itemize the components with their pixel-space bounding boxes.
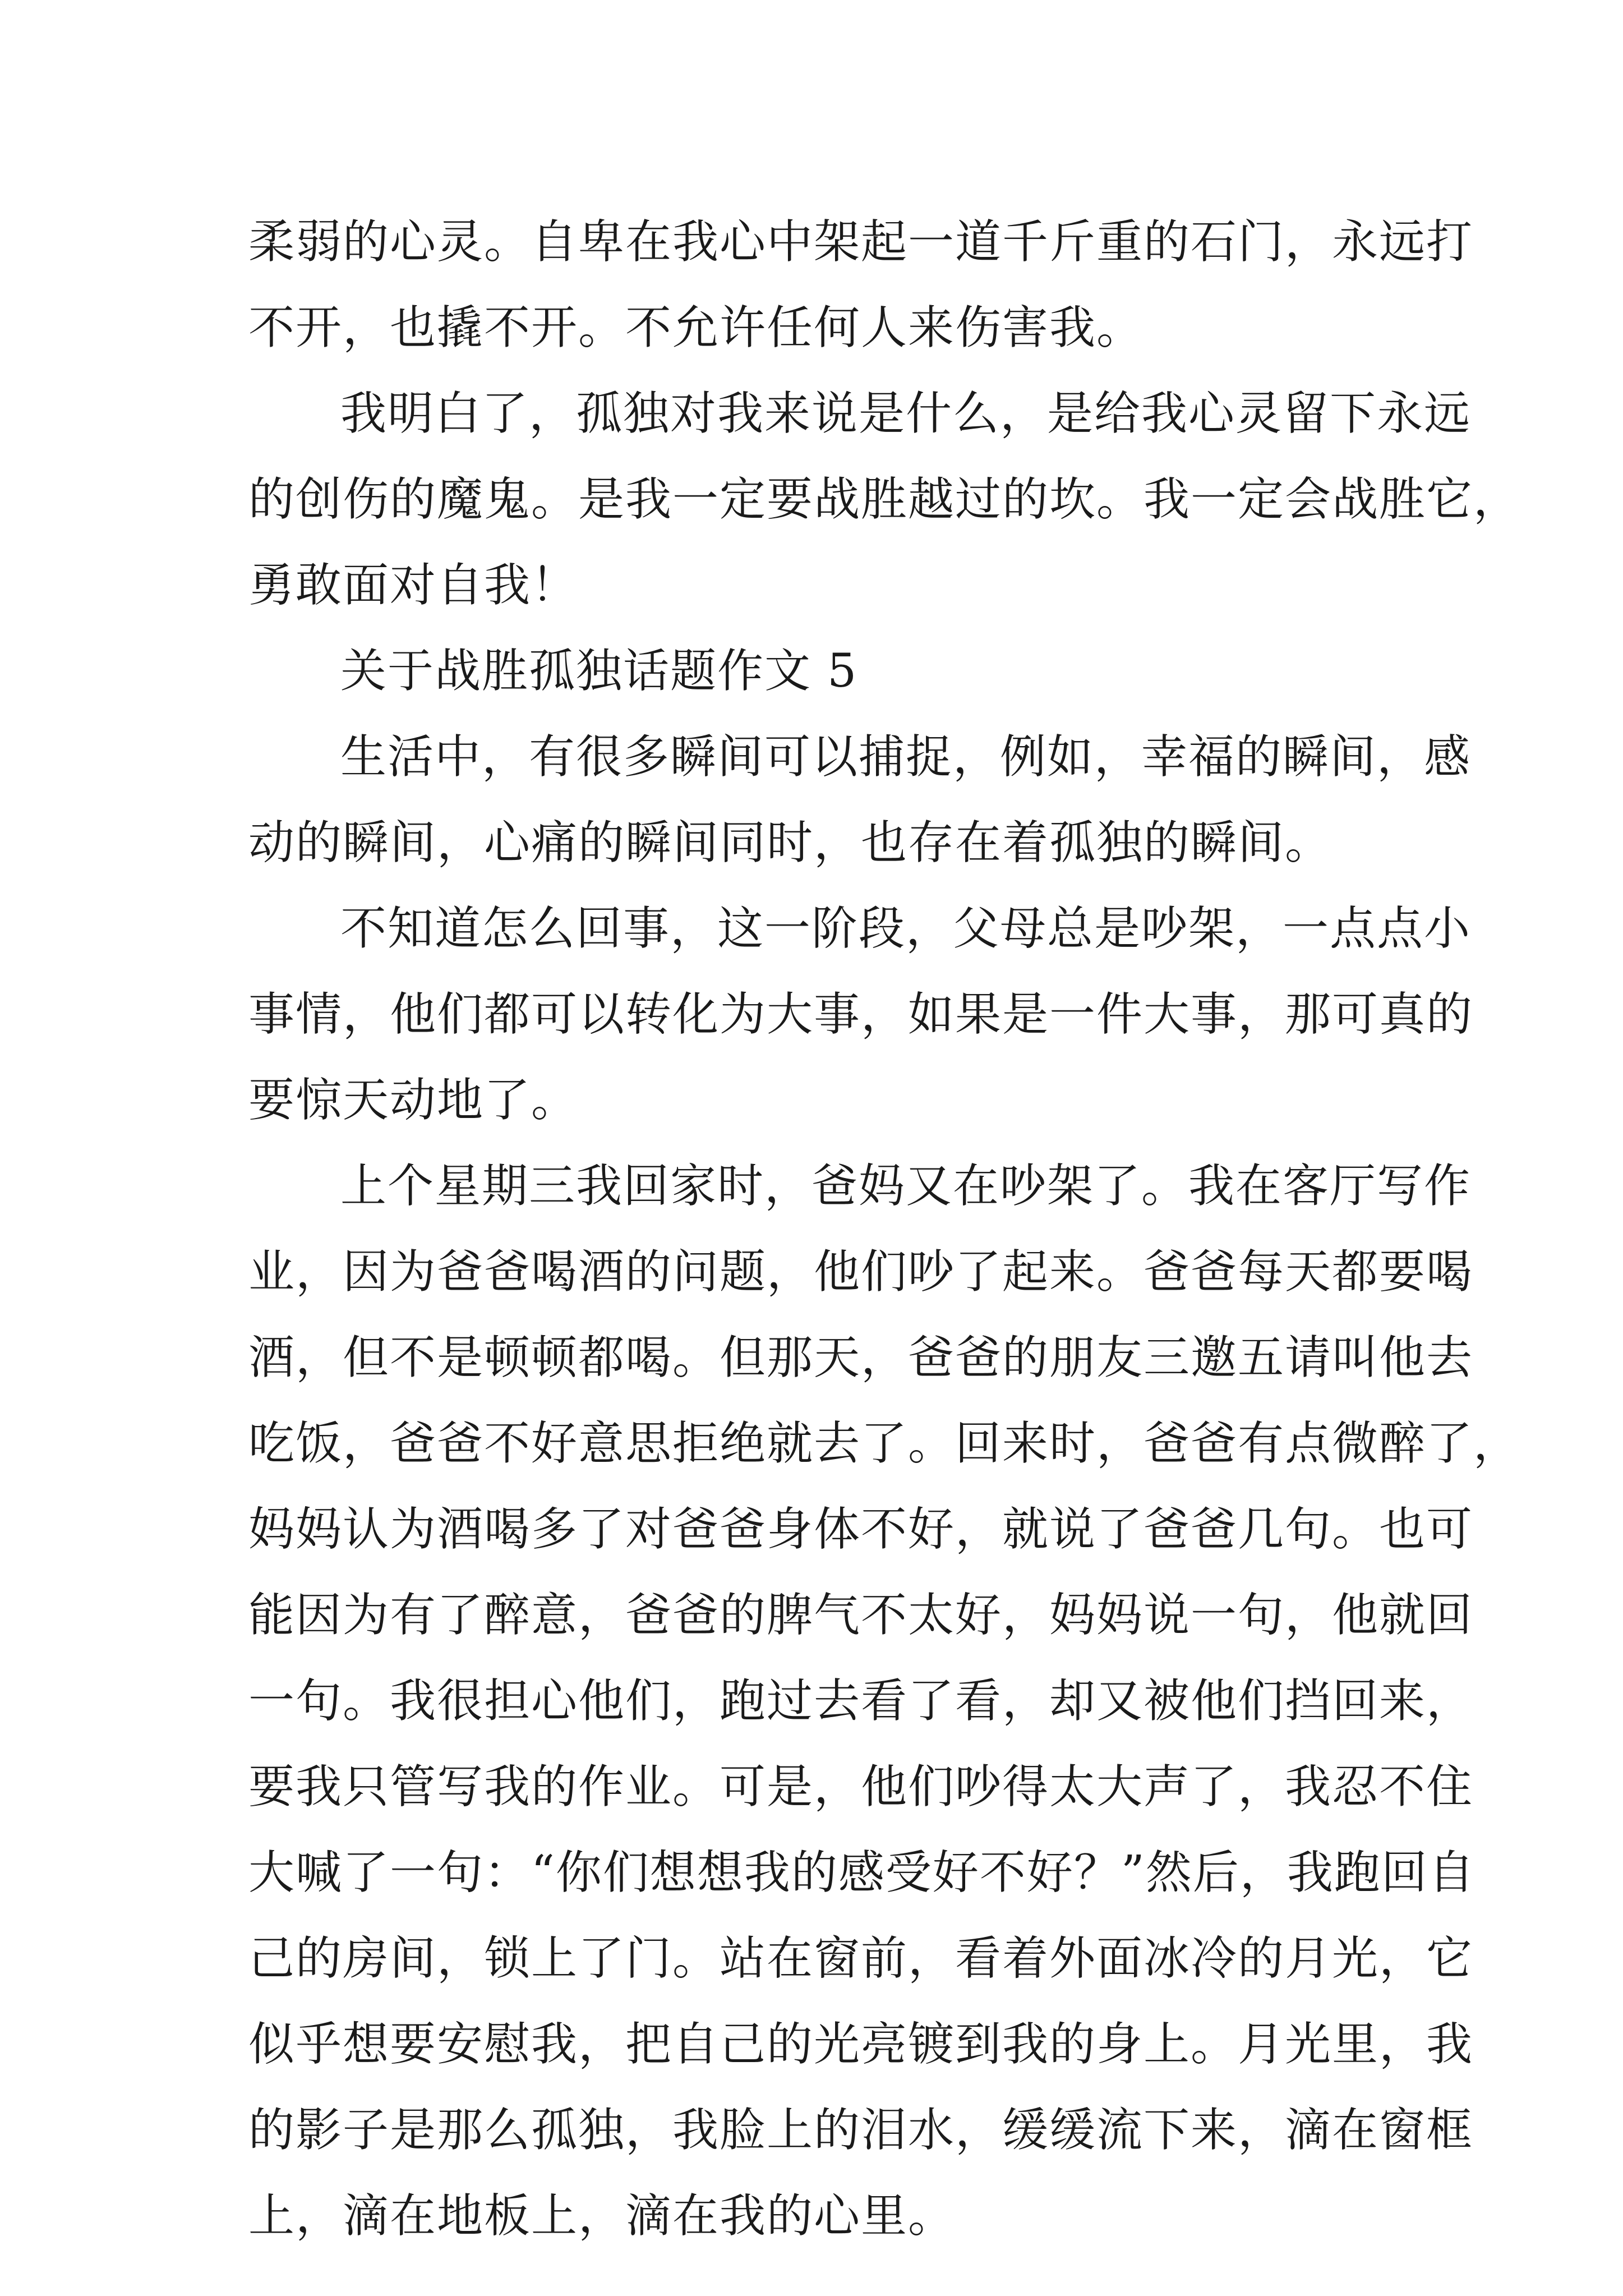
text-line: 妈妈认为酒喝多了对爸爸身体不好，就说了爸爸几句。也可 (248, 1503, 1474, 1556)
text-line: 的影子是那么孤独，我脸上的泪水，缓缓流下来，滴在窗框 (248, 2104, 1474, 2157)
section-heading: 关于战胜孤独话题作文 5 (340, 645, 858, 698)
text-line: 能因为有了醉意，爸爸的脾气不太好，妈妈说一句，他就回 (248, 1589, 1474, 1642)
text-line: 己的房间，锁上了门。站在窗前，看着外面冰冷的月光，它 (248, 1932, 1474, 1985)
text-line: 事情，他们都可以转化为大事，如果是一件大事，那可真的 (248, 988, 1474, 1041)
text-line: 吃饭，爸爸不好意思拒绝就去了。回来时，爸爸有点微醉了， (248, 1417, 1521, 1470)
text-line: 酒，但不是顿顿都喝。但那天，爸爸的朋友三邀五请叫他去 (248, 1331, 1474, 1384)
text-line: 要惊天动地了。 (248, 1074, 579, 1127)
text-line: 业，因为爸爸喝酒的问题，他们吵了起来。爸爸每天都要喝 (248, 1245, 1474, 1299)
paragraph-start-line: 上个星期三我回家时，爸妈又在吵架了。我在客厅写作 (340, 1159, 1472, 1213)
paragraph-start-line: 我明白了，孤独对我来说是什么，是给我心灵留下永远 (340, 387, 1472, 440)
text-line: 上，滴在地板上，滴在我的心里。 (248, 2189, 956, 2243)
text-line: 一句。我很担心他们，跑过去看了看，却又被他们挡回来， (248, 1674, 1474, 1728)
text-line: 大喊了一句：“你们想想我的感受好不好？”然后，我跑回自 (248, 1846, 1476, 1899)
paragraph-start-line: 生活中，有很多瞬间可以捕捉，例如，幸福的瞬间，感 (340, 730, 1472, 784)
text-line: 动的瞬间，心痛的瞬间同时，也存在着孤独的瞬间。 (248, 816, 1332, 869)
body-text (248, 199, 1521, 2259)
paragraph-start-line: 不知道怎么回事，这一阶段，父母总是吵架，一点点小 (340, 902, 1472, 955)
text-line: 的创伤的魔鬼。是我一定要战胜越过的坎。我一定会战胜它， (248, 473, 1521, 526)
text-line: 似乎想要安慰我，把自己的光亮镀到我的身上。月光里，我 (248, 2018, 1474, 2071)
text-line: 柔弱的心灵。自卑在我心中架起一道千斤重的石门，永远打 (248, 215, 1474, 269)
text-line: 要我只管写我的作业。可是，他们吵得太大声了，我忍不住 (248, 1760, 1474, 1814)
text-line: 勇敢面对自我！ (248, 559, 579, 612)
text-line: 不开，也撬不开。不允许任何人来伤害我。 (248, 301, 1144, 355)
